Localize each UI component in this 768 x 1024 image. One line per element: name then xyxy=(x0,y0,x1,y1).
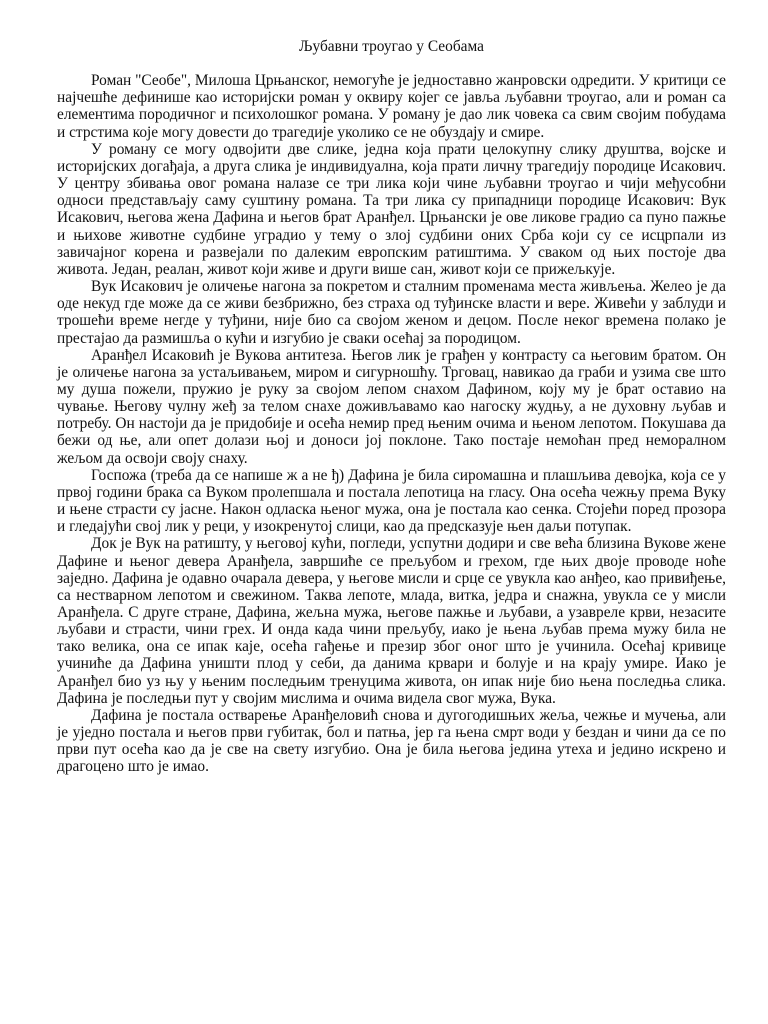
paragraph-two-images: У роману се могу одвојити две слике, једна која прати целокупну слику друштва, војске и историјских догађаја, а друга слика је индивидуална, која прати личну трагедију породице Исакович. У центру збивања овог романа налазе се три лика који чине љубавни троугао и чији међусобни односи представљају саму суштину романа. Та три лика су припадници породице Исакович: Вук Исакович, његова жена Дафина и његов брат Аранђел. Црњански је ове ликове градио са пуно пажње и њихове животне судбине уградио у тему о злој судбини оних Срба који су се исцрпали из завичајног корена и развејали по далеким европским ратиштима. У сваком од њих постоје два живота. Један, реалан, живот који живе и други више сан, живот који се прижељкује. xyxy=(57,140,726,278)
document-page xyxy=(57,38,726,776)
document-title: Љубавни троугао у Сеобама xyxy=(299,38,484,55)
paragraph-dafina: Госпожа (треба да се напише ж а не ђ) Дафина је била сиромашна и плашљива девојка, која се у првој години брака са Вуком пролепшала и постала лепотица на гласу. Она осећа чежњу према Вуку и њене страсти су јасне. Након одласка њеног мужа, она је постала као сенка. Стојећи поред прозора и гледајући свој лик у реци, у изокренутој слици, као да предсказује њен даљи потупак. xyxy=(57,466,726,536)
paragraph-vuk: Вук Исакович је оличење нагона за покретом и сталним променама места живљења. Желео је да оде некуд где може да се живи безбрижно, без страха од туђинске власти и вере. Живећи у заблуди и трошећи време негде у туђини, није био са својом женом и децом. После неког времена полако је престајао да размишља о кући и изгубио је сваки осећај за породицом. xyxy=(57,278,726,347)
paragraph-conclusion: Дафина је постала остварење Аранђеловић снова и дугогодишњих жеља, чежње и мучења, али је уједно постала и његов први губитак, бол и патња, јер га њена смрт води у бездан и чини да се по први пут осећа као да је све на свету изгубио. Она је била његова једина утеха и једино искрено и драгоцено што је имао. xyxy=(57,706,726,776)
paragraph-arandjel: Аранђел Исаковић је Вукова антитеза. Његов лик је грађен у контрасту са његовим братом. Он је оличење нагона за устаљивањем, миром и сигурношћу. Трговац, навикао да граби и узима све што му душа пожели, пружио је руку за својом лепом снахом Дафином, коју му је брат оставио на чување. Његову чулну жеђ за телом снахе доживљавамо као нагоску жудњу, а не духовну љубав и потребу. Он настоји да је придобије и осећа немир пред њеним очима и њеном лепотом. Покушава да бежи од ње, али опет долази њој и доноси јој поклоне. Тако постаје немоћан пред неморалном жељом да освоји своју снаху. xyxy=(57,346,726,467)
paragraph-intro: Роман "Сеобе", Милоша Црњанског, немогуће је једноставно жанровски одредити. У критици се најчешће дефинише као историјски роман у оквиру којег се јавља љубавни троугао, али и роман са елементима породичног и психолошког романа. У роману је дао лик човека са свим својим побудама и стрстима које могу довести до трагедије уколико се не обуздају и смире. xyxy=(57,72,726,141)
paragraph-adultery: Док је Вук на ратишту, у његовој кући, погледи, успутни додири и све већа близина Вукове жене Дафине и њеног девера Аранђела, завршиће се прељубом и грехом, где њих двоје проводе ноће заједно. Дафина је одавно очарала девера, у његове мисли и срце се увукла као анђео, као привиђење, са нестварном лепотом и свежином. Таква лепоте, млада, витка, једра и снажна, увукла се у мисли Аранђела. С друге стране, Дафина, жељна мужа, његове пажње и љубави, а узавреле крви, незасите љубави и страсти, чини грех. И онда када чини прељубу, иако је њена љубав према мужу била не тако велика, она се ипак каје, осећа гађење и презир због оног што је учинила. Осећај кривице учиниће да Дафина уништи плод у себи, да данима крвари и болује и на крају умире. Иако је Аранђел био уз њу у њеним последњим тренуцима живота, он ипак није био њена последња слика. Дафина је последњи пут у својим мислима и очима видела свог мужа, Вука. xyxy=(57,535,726,707)
